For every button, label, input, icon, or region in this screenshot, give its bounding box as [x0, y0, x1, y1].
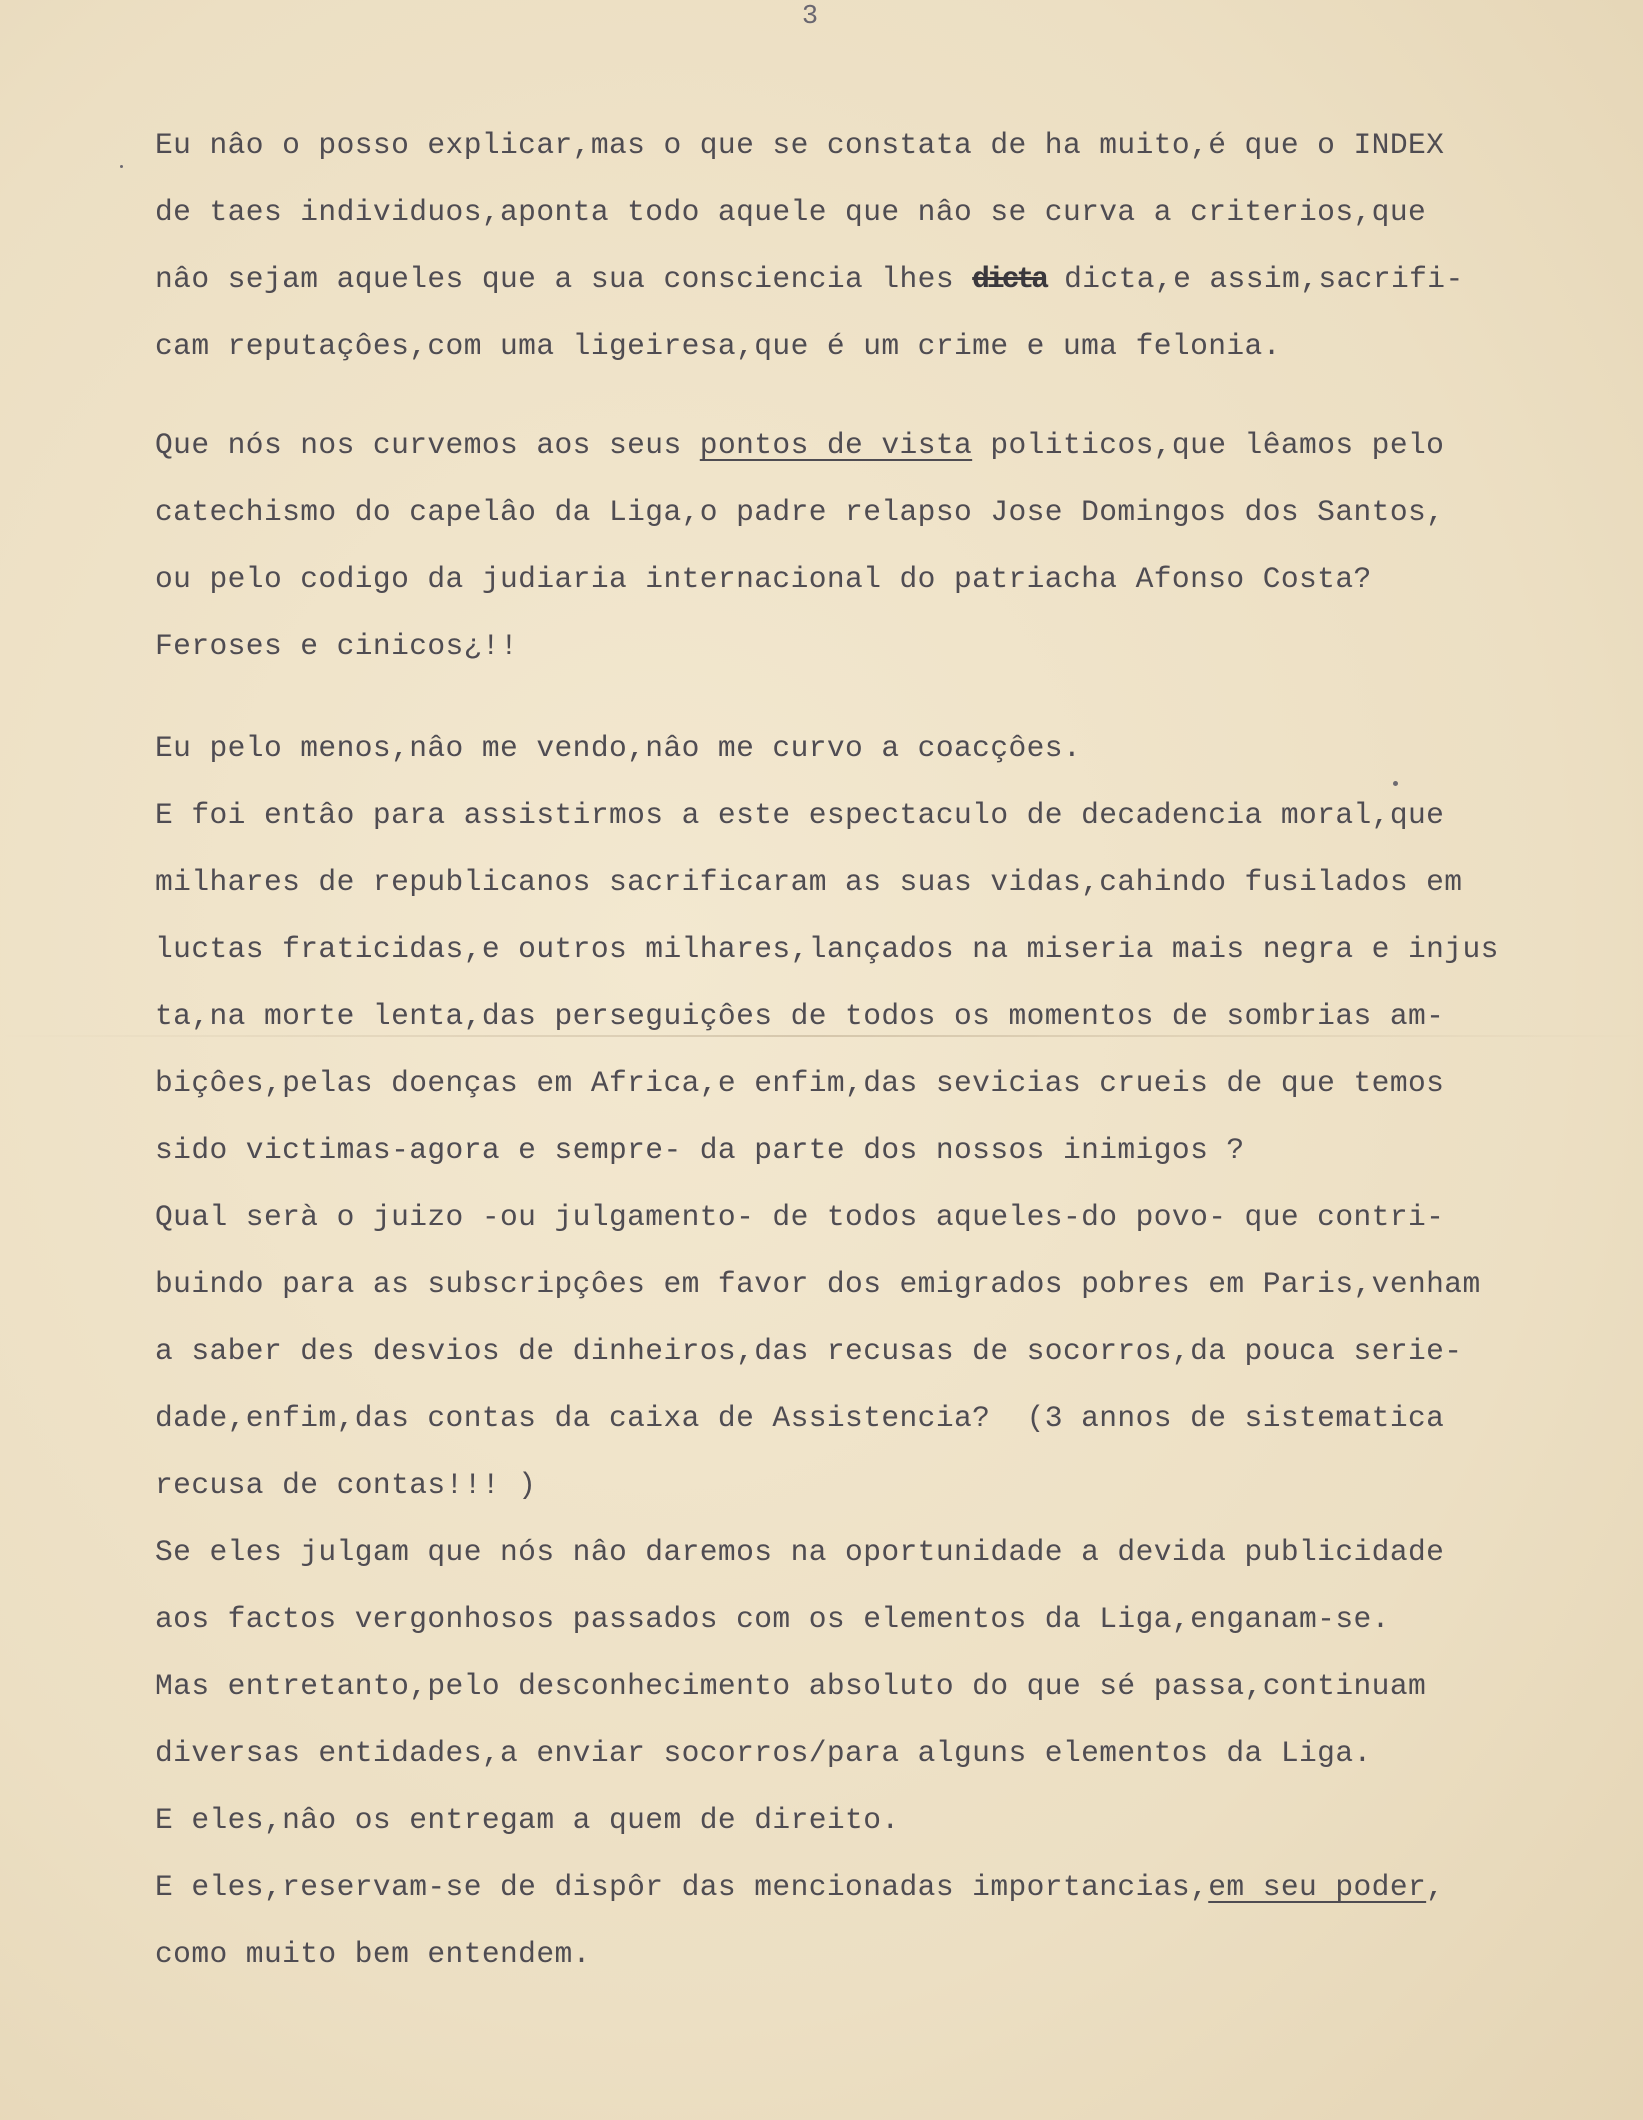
- line-text: dicta,e assim,sacrifi-: [1045, 262, 1464, 296]
- stray-ink-mark: [120, 165, 123, 168]
- text-line: dade,enfim,das contas da caixa de Assistencia? (3 annos de sistematica: [155, 1401, 1445, 1435]
- text-line: Qual serà o juizo -ou julgamento- de todos aqueles-do povo- que contri-: [155, 1200, 1445, 1234]
- text-line: Feroses e cinicos¿!!: [155, 629, 519, 663]
- line-text: E eles,reservam-se de dispôr das mencionadas importancias,: [155, 1870, 1209, 1904]
- page-number: 3: [801, 2, 819, 32]
- stray-ink-mark: [1393, 781, 1398, 786]
- line-text: ,: [1426, 1870, 1445, 1904]
- text-line: sido victimas-agora e sempre- da parte dos nossos inimigos ?: [155, 1133, 1245, 1167]
- text-line: diversas entidades,a enviar socorros/para alguns elementos da Liga.: [155, 1736, 1372, 1770]
- text-line: E foi entâo para assistirmos a este espectaculo de decadencia moral,que: [155, 798, 1445, 832]
- text-line: buindo para as subscripçôes em favor dos emigrados pobres em Paris,venham: [155, 1267, 1481, 1301]
- text-line: cam reputaçôes,com uma ligeiresa,que é um crime e uma felonia.: [155, 329, 1281, 363]
- text-line: ou pelo codigo da judiaria internacional do patriacha Afonso Costa?: [155, 562, 1372, 596]
- line-text: Que nós nos curvemos aos seus: [155, 428, 700, 462]
- text-line: biçôes,pelas doenças em Africa,e enfim,das sevicias crueis de que temos: [155, 1066, 1445, 1100]
- text-line: [155, 1869, 1444, 1905]
- text-line: milhares de republicanos sacrificaram as suas vidas,cahindo fusilados em: [155, 865, 1463, 899]
- text-line: Se eles julgam que nós nâo daremos na oportunidade a devida publicidade: [155, 1535, 1445, 1569]
- underlined-phrase: em seu poder: [1208, 1870, 1427, 1904]
- text-line: [155, 427, 1444, 463]
- struck-out-word: dicta: [972, 262, 1046, 296]
- text-line: como muito bem entendem.: [155, 1937, 591, 1971]
- text-line: recusa de contas!!! ): [155, 1468, 537, 1502]
- line-text: politicos,que lêamos pelo: [972, 428, 1445, 462]
- text-line: [155, 261, 1464, 297]
- text-line: a saber des desvios de dinheiros,das recusas de socorros,da pouca serie-: [155, 1334, 1463, 1368]
- paper-fold-crease: [0, 1035, 1643, 1037]
- line-text: nâo sejam aqueles que a sua consciencia lhes: [155, 262, 973, 296]
- text-line: Eu nâo o posso explicar,mas o que se constata de ha muito,é que o INDEX: [155, 128, 1445, 162]
- text-line: catechismo do capelâo da Liga,o padre relapso Jose Domingos dos Santos,: [155, 495, 1445, 529]
- underlined-phrase: pontos de vista: [699, 428, 973, 462]
- text-line: aos factos vergonhosos passados com os elementos da Liga,enganam-se.: [155, 1602, 1390, 1636]
- text-line: ta,na morte lenta,das perseguiçôes de todos os momentos de sombrias am-: [155, 999, 1445, 1033]
- text-line: luctas fraticidas,e outros milhares,lançados na miseria mais negra e injus: [155, 932, 1499, 966]
- text-line: Mas entretanto,pelo desconhecimento absoluto do que sé passa,continuam: [155, 1669, 1427, 1703]
- text-line: Eu pelo menos,nâo me vendo,nâo me curvo a coacçôes.: [155, 731, 1082, 765]
- text-line: E eles,nâo os entregam a quem de direito.: [155, 1803, 900, 1837]
- text-line: de taes individuos,aponta todo aquele que nâo se curva a criterios,que: [155, 195, 1427, 229]
